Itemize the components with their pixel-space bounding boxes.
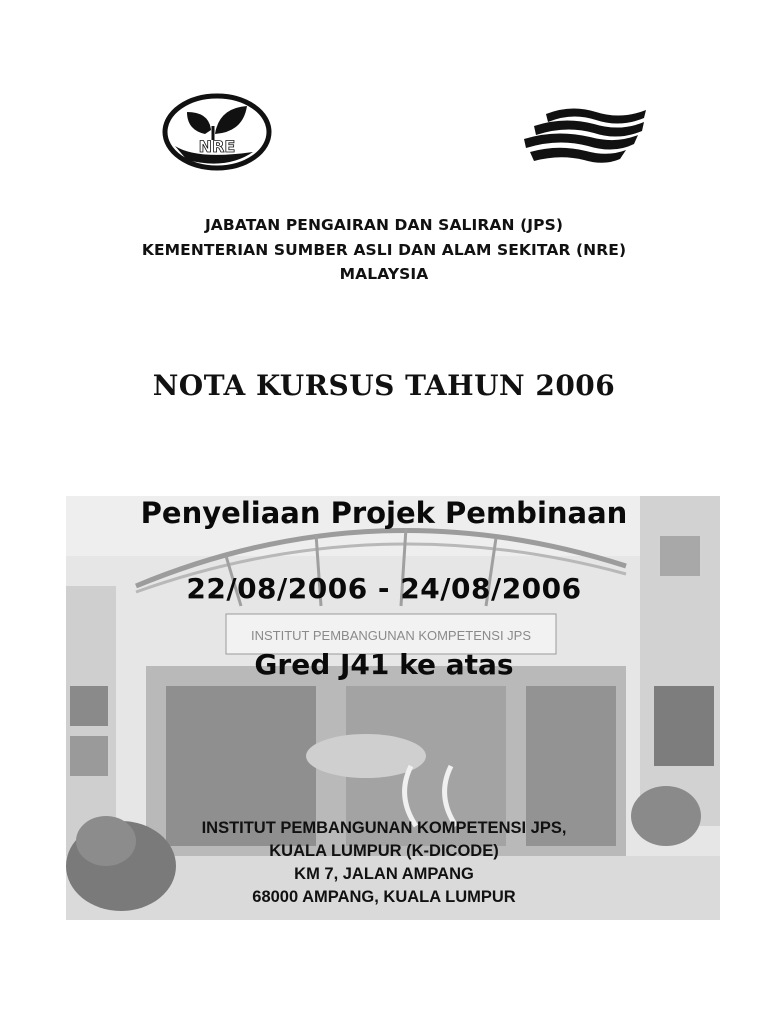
course-grade: Gred J41 ke atas — [254, 648, 514, 681]
address-street: KM 7, JALAN AMPANG — [294, 865, 474, 883]
nre-logo-text: NRE — [198, 137, 236, 156]
country-line: MALAYSIA — [339, 265, 429, 283]
course-title: Penyeliaan Projek Pembinaan — [140, 496, 628, 530]
course-dates: 22/08/2006 - 24/08/2006 — [186, 572, 582, 605]
address-postcode: 68000 AMPANG, KUALA LUMPUR — [252, 888, 516, 906]
nre-logo-icon — [157, 90, 275, 172]
building-sign-text: INSTITUT PEMBANGUNAN KOMPETENSI JPS — [250, 628, 532, 643]
address-city: KUALA LUMPUR (K-DICODE) — [269, 842, 499, 860]
ministry-name-line: KEMENTERIAN SUMBER ASLI DAN ALAM SEKITAR (NRE) — [141, 241, 627, 259]
agency-name-line: JABATAN PENGAIRAN DAN SALIRAN (JPS) — [204, 216, 564, 234]
document-title: NOTA KURSUS TAHUN 2006 — [152, 369, 616, 402]
address-institute: INSTITUT PEMBANGUNAN KOMPETENSI JPS, — [201, 819, 567, 837]
jps-waves-logo-icon — [516, 104, 652, 166]
